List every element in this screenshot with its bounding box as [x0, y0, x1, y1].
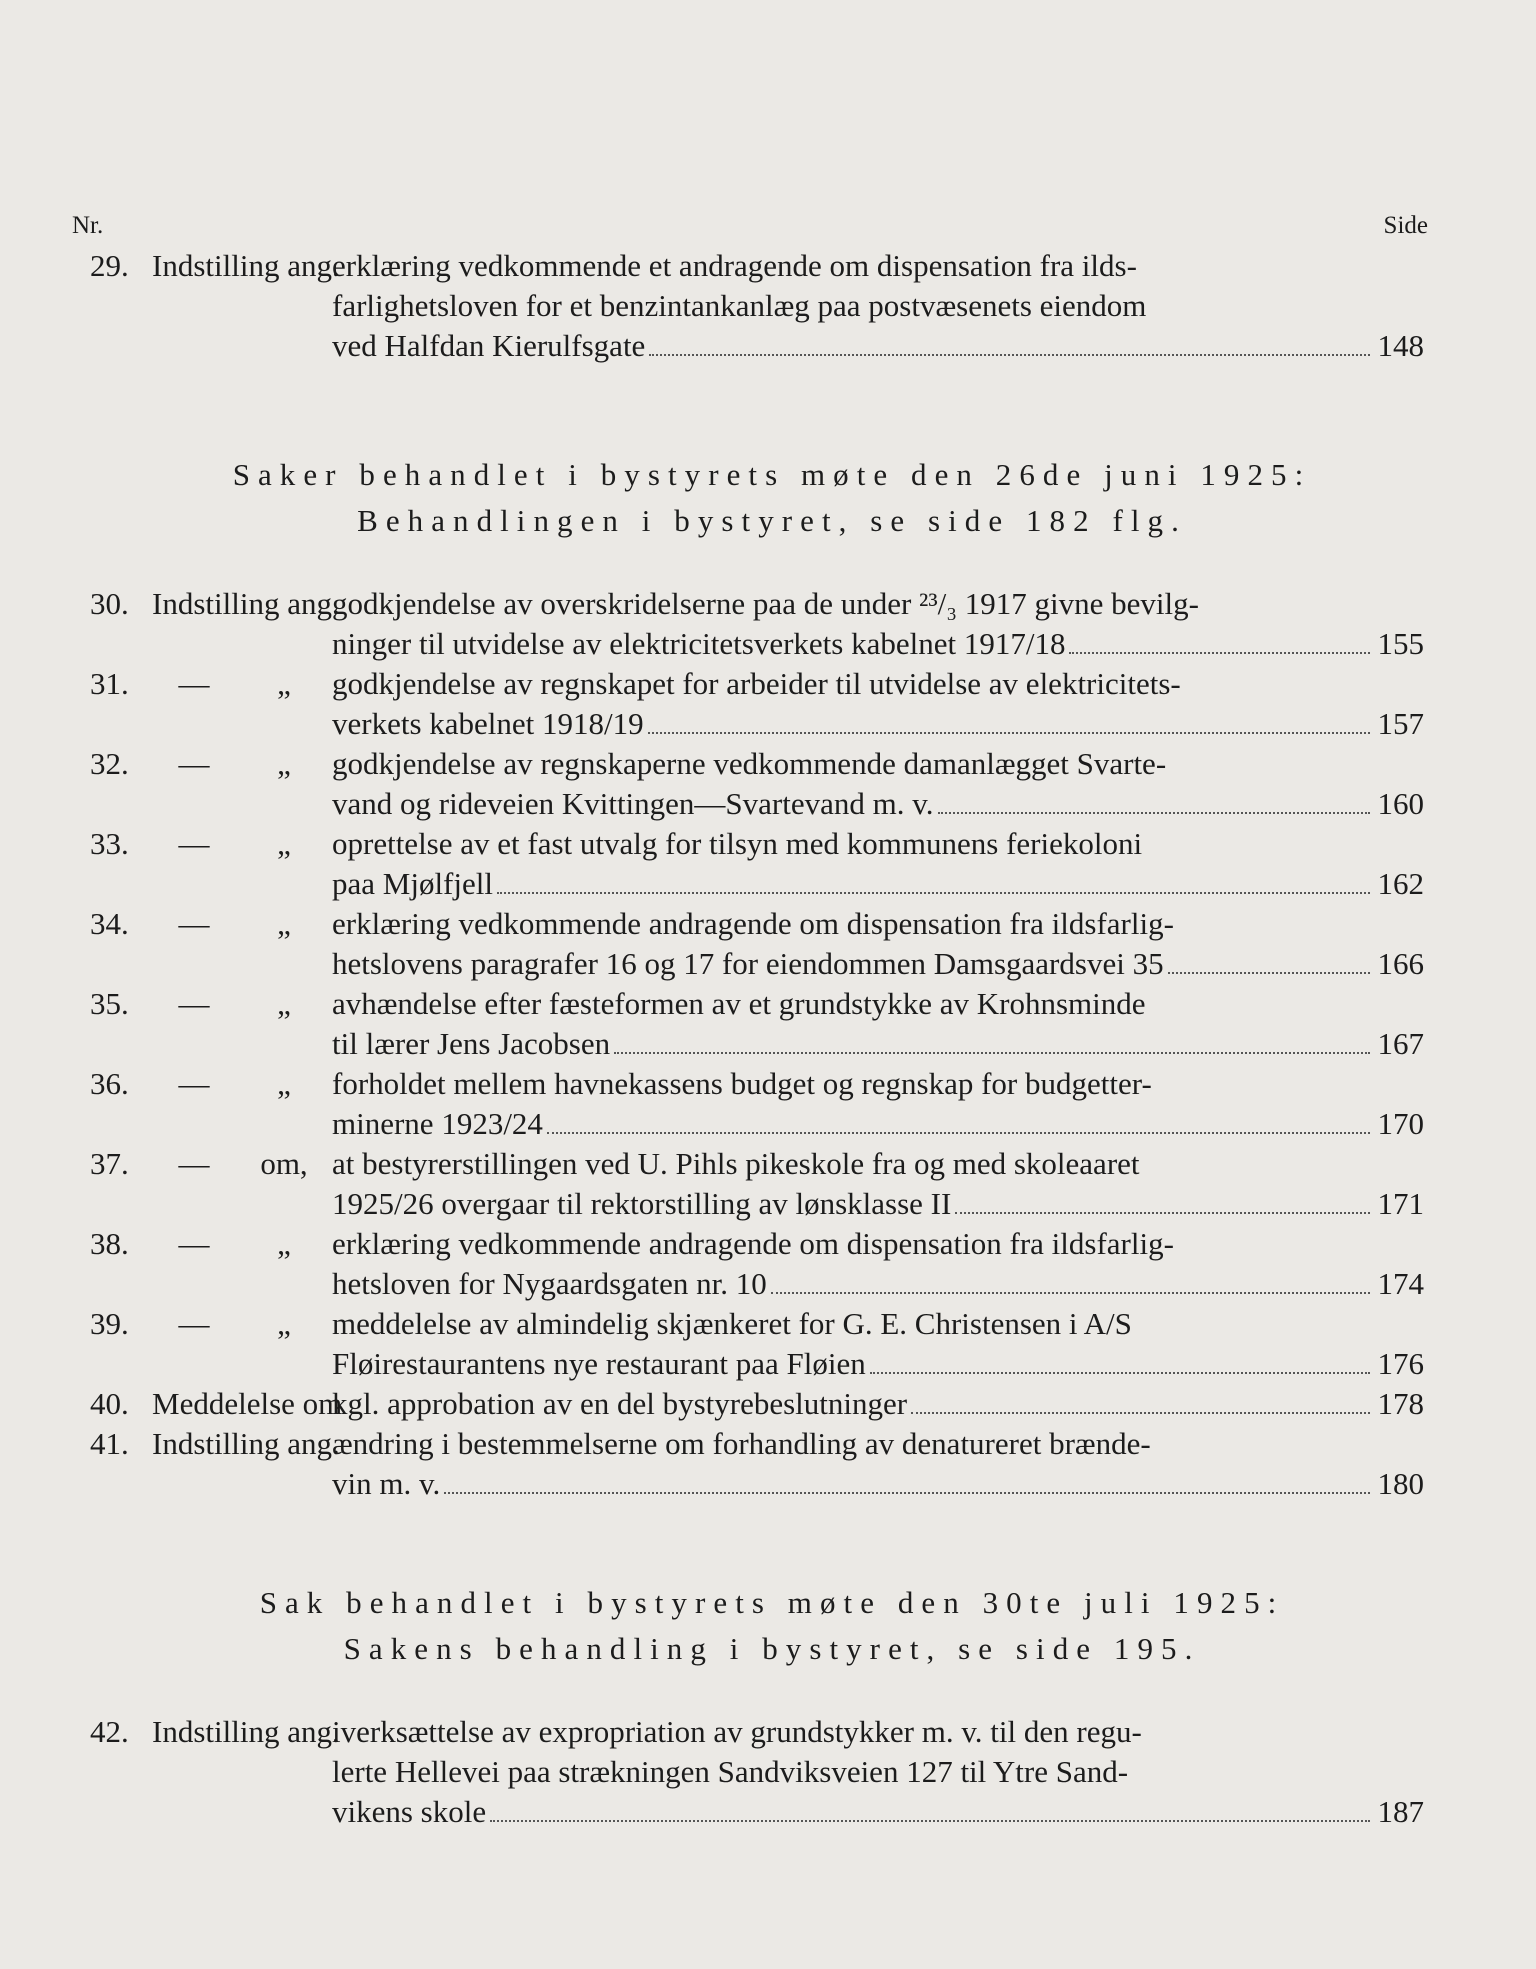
- ditto-mark: „: [277, 1066, 291, 1101]
- ditto-mark: „: [277, 1306, 291, 1341]
- dot-leader: [911, 1412, 1369, 1414]
- entry-lead: Indstilling ang.: [152, 1426, 340, 1461]
- dot-leader: [614, 1052, 1369, 1054]
- toc-entry: [90, 584, 1424, 664]
- entry-text-line: kgl. approbation av en del bystyrebeslutninger: [332, 1386, 908, 1421]
- toc-entry: [90, 1224, 1424, 1304]
- entry-text-line: ninger til utvidelse av elektricitetsverkets kabelnet 1917/18: [332, 626, 1066, 661]
- ditto-mark: „: [277, 986, 291, 1021]
- entry-last-line: [332, 1104, 1424, 1144]
- entry-text-line: lerte Hellevei paa strækningen Sandviksveien 127 til Ytre Sand-: [332, 1754, 1129, 1789]
- ditto-mark: „: [277, 906, 291, 941]
- dot-leader: [497, 892, 1370, 894]
- entry-text-line: minerne 1923/24: [332, 1106, 543, 1141]
- toc-entry: [90, 904, 1424, 984]
- entry-number: 34.: [90, 906, 129, 941]
- page-number: 148: [1377, 328, 1424, 363]
- entry-number: 37.: [90, 1146, 129, 1181]
- entry-last-line: [332, 1264, 1424, 1304]
- page-number: 157: [1377, 706, 1424, 741]
- entry-text-line: forholdet mellem havnekassens budget og regnskap for budgetter-: [332, 1066, 1152, 1101]
- entry-last-line: [332, 864, 1424, 904]
- page-number: 170: [1377, 1106, 1424, 1141]
- entry-last-line: [332, 624, 1424, 664]
- dot-leader: [547, 1132, 1370, 1134]
- ditto-dash: —: [178, 1146, 210, 1181]
- page-number: 162: [1377, 866, 1424, 901]
- section-heading-july: [120, 1580, 1424, 1672]
- ditto-dash: —: [178, 1066, 210, 1101]
- entry-text-line: godkjendelse av regnskaperne vedkommende damanlægget Svarte-: [332, 746, 1167, 781]
- entry-last-line: [332, 1024, 1424, 1064]
- entry-text-line: ændring i bestemmelserne om forhandling av denatureret brænde-: [332, 1426, 1151, 1461]
- nr-column-label: Nr.: [72, 212, 104, 239]
- entry-text-line: erklæring vedkommende andragende om dispensation fra ildsfarlig-: [332, 906, 1174, 941]
- entry-text-line: erklæring vedkommende andragende om dispensation fra ildsfarlig-: [332, 1226, 1174, 1261]
- entry-number: 36.: [90, 1066, 129, 1101]
- page-number: 167: [1377, 1026, 1424, 1061]
- toc-entry: [90, 744, 1424, 824]
- ditto-dash: —: [178, 1226, 210, 1261]
- entry-last-line: [332, 1344, 1424, 1384]
- entry-number: 35.: [90, 986, 129, 1021]
- dot-leader: [938, 812, 1370, 814]
- toc-entry: [90, 824, 1424, 904]
- dot-leader: [444, 1492, 1369, 1494]
- toc-entry: [90, 1712, 1424, 1832]
- toc-entry: [90, 1304, 1424, 1384]
- entry-number: 29.: [90, 248, 129, 283]
- dot-leader: [649, 354, 1369, 356]
- entry-text-line: vin m. v.: [332, 1466, 441, 1501]
- entry-text-line: Fløirestaurantens nye restaurant paa Fløien: [332, 1346, 866, 1381]
- entry-text-line: godkjendelse av regnskapet for arbeider til utvidelse av elektricitets-: [332, 666, 1181, 701]
- toc-entry: [90, 1064, 1424, 1144]
- ditto-mark: „: [277, 666, 291, 701]
- entry-text-line: til lærer Jens Jacobsen: [332, 1026, 611, 1061]
- entry-last-line: [332, 326, 1424, 366]
- entry-text-line: verkets kabelnet 1918/19: [332, 706, 644, 741]
- entry-number: 32.: [90, 746, 129, 781]
- page-number: 166: [1377, 946, 1424, 981]
- entry-last-line: [332, 1792, 1424, 1832]
- entry-number: 31.: [90, 666, 129, 701]
- ditto-mark: om,: [260, 1146, 308, 1181]
- entry-text-line: erklæring vedkommende et andragende om dispensation fra ilds-: [332, 248, 1137, 283]
- entry-last-line: [332, 944, 1424, 984]
- entry-group-a: [90, 246, 1424, 366]
- toc-entry: [90, 1144, 1424, 1224]
- ditto-mark: „: [277, 1226, 291, 1261]
- entry-last-line: [332, 1184, 1424, 1224]
- entry-number: 41.: [90, 1426, 129, 1461]
- dot-leader: [1168, 972, 1370, 974]
- toc-entry: [90, 984, 1424, 1064]
- page-number: 187: [1377, 1794, 1424, 1829]
- entry-number: 33.: [90, 826, 129, 861]
- entry-last-line: [332, 704, 1424, 744]
- entry-text-line: vand og rideveien Kvittingen—Svartevand m. v.: [332, 786, 934, 821]
- entry-lead: Indstilling ang.: [152, 248, 340, 283]
- entry-text-line: farlighetsloven for et benzintankanlæg paa postvæsenets eiendom: [332, 288, 1147, 323]
- side-column-label: Side: [1383, 212, 1428, 239]
- entry-number: 40.: [90, 1386, 129, 1421]
- entry-text-line: meddelelse av almindelig skjænkeret for G. E. Christensen i A/S: [332, 1306, 1132, 1341]
- ditto-dash: —: [178, 906, 210, 941]
- section-subtitle: Behandlingen i bystyret, se side 182 flg.: [357, 503, 1187, 538]
- page-number: 178: [1377, 1386, 1424, 1421]
- section-heading-june: [120, 452, 1424, 544]
- dot-leader: [955, 1212, 1369, 1214]
- entry-number: 42.: [90, 1714, 129, 1749]
- entry-number: 39.: [90, 1306, 129, 1341]
- page-number: 176: [1377, 1346, 1424, 1381]
- entry-lead: Meddelelse om: [152, 1386, 343, 1421]
- entry-text-line: avhændelse efter fæsteformen av et grundstykke av Krohnsminde: [332, 986, 1146, 1021]
- toc-entry: [90, 1384, 1424, 1424]
- entry-group-b: [90, 584, 1424, 1504]
- page-number: 174: [1377, 1266, 1424, 1301]
- entry-text-line: godkjendelse av overskridelserne paa de under ²³/₃ 1917 givne bevilg-: [332, 586, 1199, 621]
- entry-text-line: at bestyrerstillingen ved U. Pihls pikeskole fra og med skoleaaret: [332, 1146, 1140, 1181]
- entry-number: 30.: [90, 586, 129, 621]
- dot-leader: [648, 732, 1370, 734]
- ditto-dash: —: [178, 1306, 210, 1341]
- ditto-mark: „: [277, 746, 291, 781]
- entry-text-line: 1925/26 overgaar til rektorstilling av lønsklasse II: [332, 1186, 952, 1221]
- entry-last-line: [332, 1384, 1424, 1424]
- entry-text-line: hetsloven for Nygaardsgaten nr. 10: [332, 1266, 767, 1301]
- dot-leader: [1069, 652, 1369, 654]
- entry-last-line: [332, 784, 1424, 824]
- toc-entry: [90, 246, 1424, 366]
- ditto-dash: —: [178, 746, 210, 781]
- ditto-dash: —: [178, 666, 210, 701]
- entry-text-line: hetslovens paragrafer 16 og 17 for eiendommen Damsgaardsvei 35: [332, 946, 1164, 981]
- section-title: Saker behandlet i bystyrets møte den 26de juni 1925:: [232, 457, 1312, 492]
- page-number: 171: [1377, 1186, 1424, 1221]
- page-number: 160: [1377, 786, 1424, 821]
- dot-leader: [490, 1820, 1369, 1822]
- entry-group-c: [90, 1712, 1424, 1832]
- entry-text-line: iverksættelse av expropriation av grundstykker m. v. til den regu-: [332, 1714, 1142, 1749]
- entry-text-line: ved Halfdan Kierulfsgate: [332, 328, 646, 363]
- entry-lead: Indstilling ang.: [152, 586, 340, 621]
- entry-last-line: [332, 1464, 1424, 1504]
- entry-text-line: oprettelse av et fast utvalg for tilsyn med kommunens feriekoloni: [332, 826, 1143, 861]
- dot-leader: [771, 1292, 1370, 1294]
- ditto-dash: —: [178, 986, 210, 1021]
- section-subtitle: Sakens behandling i bystyret, se side 195.: [343, 1631, 1201, 1666]
- dot-leader: [870, 1372, 1370, 1374]
- ditto-mark: „: [277, 826, 291, 861]
- toc-entry: [90, 1424, 1424, 1504]
- page-number: 180: [1377, 1466, 1424, 1501]
- entry-text-line: vikens skole: [332, 1794, 487, 1829]
- column-header: [72, 212, 1428, 240]
- section-title: Sak behandlet i bystyrets møte den 30te juli 1925:: [259, 1585, 1285, 1620]
- ditto-dash: —: [178, 826, 210, 861]
- entry-number: 38.: [90, 1226, 129, 1261]
- toc-entry: [90, 664, 1424, 744]
- entry-lead: Indstilling ang.: [152, 1714, 340, 1749]
- page-number: 155: [1377, 626, 1424, 661]
- entry-text-line: paa Mjølfjell: [332, 866, 493, 901]
